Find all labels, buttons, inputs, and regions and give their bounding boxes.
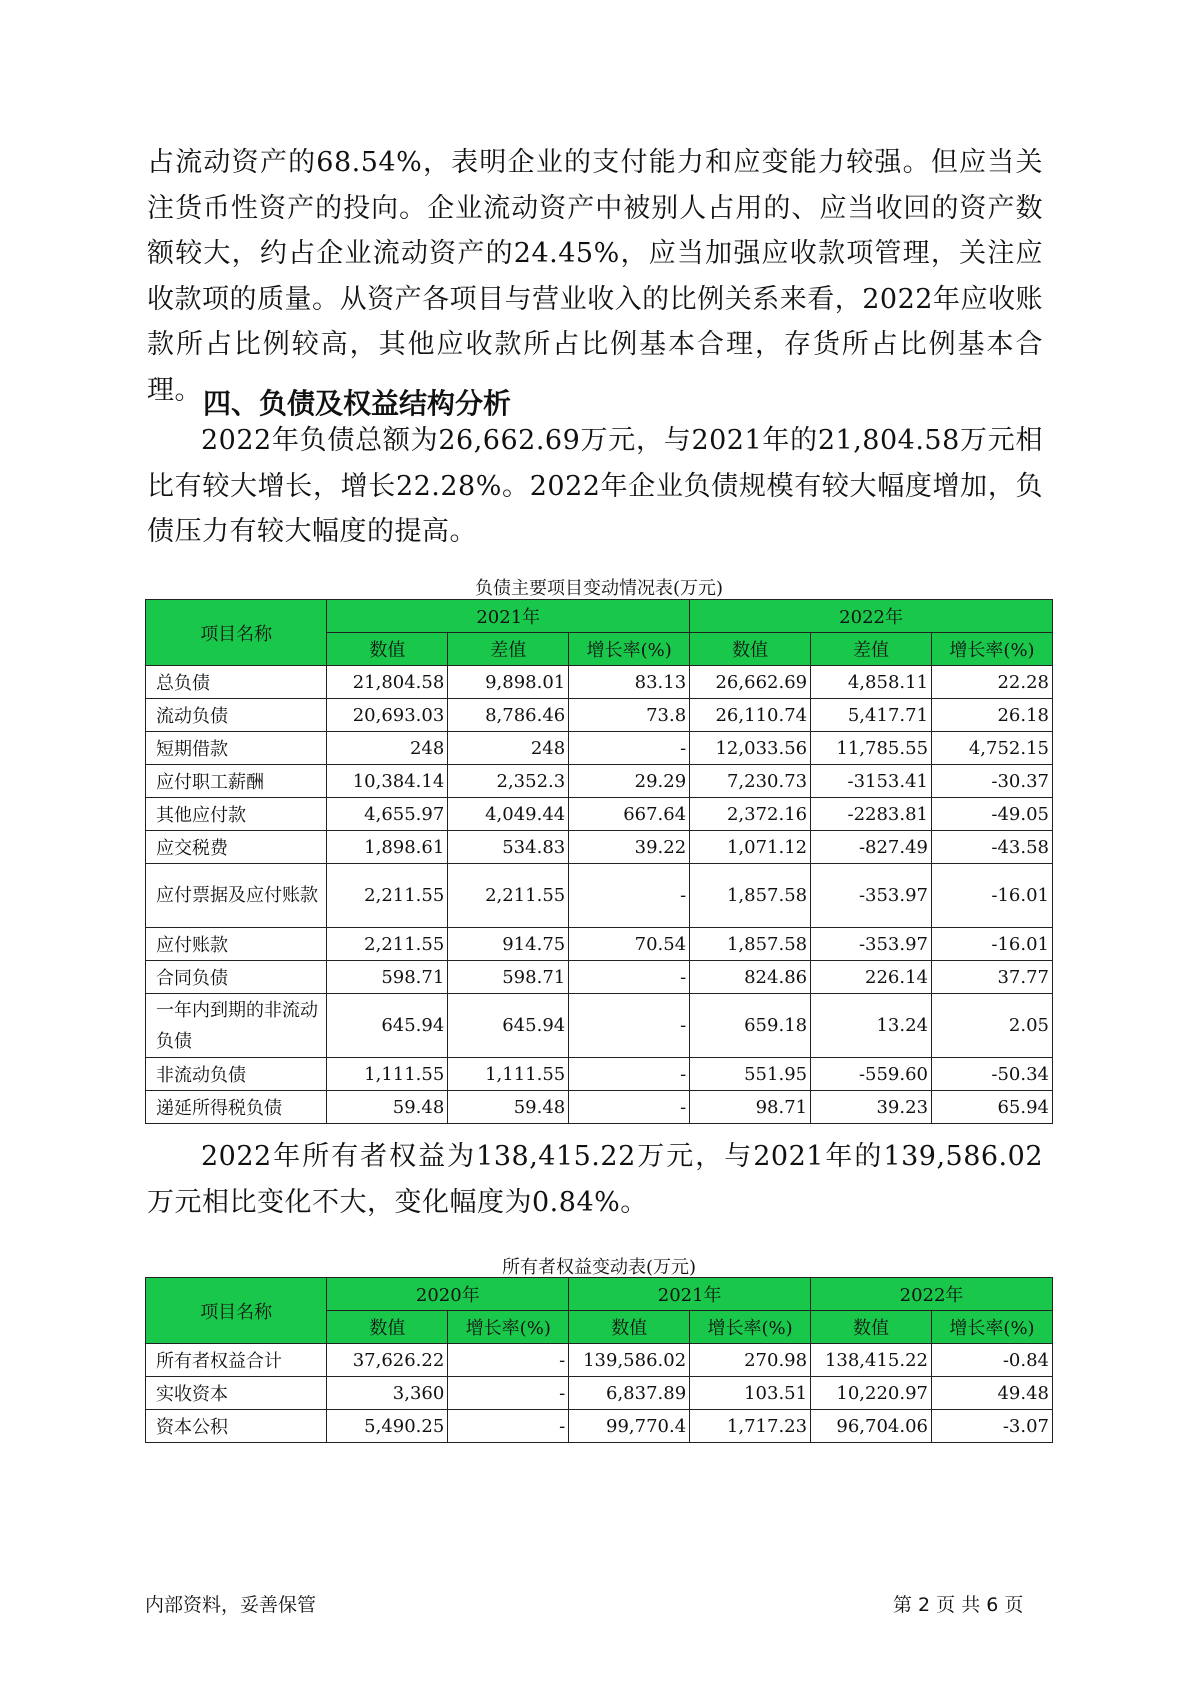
sub-header: 增长率(%)	[932, 633, 1053, 666]
value-cell: -	[569, 1091, 690, 1124]
value-cell: 73.8	[569, 699, 690, 732]
table-row	[146, 994, 1053, 1058]
value-cell: 49.48	[932, 1377, 1053, 1410]
value-cell: 39.23	[811, 1091, 932, 1124]
value-cell: 26,110.74	[690, 699, 811, 732]
value-cell: -	[448, 1377, 569, 1410]
row-label-cell: 总负债	[146, 666, 327, 699]
value-cell: 2,372.16	[690, 798, 811, 831]
row-label-cell: 应付票据及应付账款	[146, 864, 327, 928]
sub-header: 数值	[327, 633, 448, 666]
value-cell: 3,360	[327, 1377, 448, 1410]
value-cell: 5,417.71	[811, 699, 932, 732]
value-cell: 4,858.11	[811, 666, 932, 699]
table-row	[146, 928, 1053, 961]
value-cell: 9,898.01	[448, 666, 569, 699]
row-label-cell: 递延所得税负债	[146, 1091, 327, 1124]
row-label-cell: 流动负债	[146, 699, 327, 732]
value-cell: 21,804.58	[327, 666, 448, 699]
value-cell: 1,898.61	[327, 831, 448, 864]
year-header: 2021年	[327, 600, 690, 633]
value-cell: 2,352.3	[448, 765, 569, 798]
sub-header: 数值	[690, 633, 811, 666]
value-cell: 1,717.23	[690, 1410, 811, 1443]
value-cell: 39.22	[569, 831, 690, 864]
value-cell: 551.95	[690, 1058, 811, 1091]
section-heading: 四、负债及权益结构分析	[203, 387, 512, 420]
table-row	[146, 1091, 1053, 1124]
value-cell: 1,071.12	[690, 831, 811, 864]
row-label-cell: 应付账款	[146, 928, 327, 961]
value-cell: 645.94	[327, 994, 448, 1058]
value-cell: 1,111.55	[448, 1058, 569, 1091]
table2-caption: 所有者权益变动表(万元)	[501, 1257, 697, 1278]
value-cell: -	[448, 1344, 569, 1377]
value-cell: 645.94	[448, 994, 569, 1058]
row-label-cell: 所有者权益合计	[146, 1344, 327, 1377]
year-header: 2022年	[811, 1278, 1053, 1311]
value-cell: 96,704.06	[811, 1410, 932, 1443]
value-cell: -	[569, 1058, 690, 1091]
value-cell: 26,662.69	[690, 666, 811, 699]
row-label-cell: 短期借款	[146, 732, 327, 765]
sub-header: 数值	[327, 1311, 448, 1344]
footer-confidential-note: 内部资料，妥善保管	[145, 1594, 317, 1616]
value-cell: -30.37	[932, 765, 1053, 798]
equity-table-body	[146, 1344, 1053, 1443]
value-cell: 659.18	[690, 994, 811, 1058]
value-cell: 598.71	[327, 961, 448, 994]
value-cell: 598.71	[448, 961, 569, 994]
sub-header: 增长率(%)	[690, 1311, 811, 1344]
sub-header: 数值	[811, 1311, 932, 1344]
value-cell: 103.51	[690, 1377, 811, 1410]
value-cell: 824.86	[690, 961, 811, 994]
value-cell: 4,049.44	[448, 798, 569, 831]
row-label-cell: 非流动负债	[146, 1058, 327, 1091]
value-cell: -50.34	[932, 1058, 1053, 1091]
value-cell: -43.58	[932, 831, 1053, 864]
value-cell: 270.98	[690, 1344, 811, 1377]
value-cell: 20,693.03	[327, 699, 448, 732]
sub-header: 数值	[569, 1311, 690, 1344]
sub-header: 差值	[448, 633, 569, 666]
equity-table	[145, 1277, 1053, 1443]
footer-page-number: 第 2 页 共 6 页	[893, 1594, 1024, 1616]
value-cell: 12,033.56	[690, 732, 811, 765]
paragraph-assets-summary: 占流动资产的68.54%，表明企业的支付能力和应变能力较强。但应当关注货币性资产的投向。企业流动资产中被别人占用的、应当收回的资产数额较大，约占企业流动资产的24.45%，应当加强应收款项管理，关注应收款项的质量。从资产各项目与营业收入的比例关系来看，2022年应收账款所占比例较高，其他应收款所占比例基本合理，存货所占比例基本合理。	[147, 147, 1043, 406]
value-cell: 70.54	[569, 928, 690, 961]
value-cell: 4,655.97	[327, 798, 448, 831]
table-row	[146, 864, 1053, 928]
value-cell: 667.64	[569, 798, 690, 831]
value-cell: 37.77	[932, 961, 1053, 994]
value-cell: 10,384.14	[327, 765, 448, 798]
value-cell: 226.14	[811, 961, 932, 994]
value-cell: 1,857.58	[690, 864, 811, 928]
table-row	[146, 1410, 1053, 1443]
value-cell: -2283.81	[811, 798, 932, 831]
value-cell: 534.83	[448, 831, 569, 864]
value-cell: 13.24	[811, 994, 932, 1058]
value-cell: 26.18	[932, 699, 1053, 732]
row-label-cell: 应交税费	[146, 831, 327, 864]
paragraph-liabilities-summary: 2022年负债总额为26,662.69万元，与2021年的21,804.58万元相比有较大增长，增长22.28%。2022年企业负债规模有较大幅度增加，负债压力有较大幅度的提高。	[147, 425, 1043, 547]
table-row	[146, 1058, 1053, 1091]
value-cell: 29.29	[569, 765, 690, 798]
value-cell: 1,111.55	[327, 1058, 448, 1091]
table-row	[146, 765, 1053, 798]
value-cell: 6,837.89	[569, 1377, 690, 1410]
value-cell: -3153.41	[811, 765, 932, 798]
liabilities-table	[145, 599, 1053, 1124]
year-header: 2020年	[327, 1278, 569, 1311]
value-cell: 59.48	[327, 1091, 448, 1124]
value-cell: -827.49	[811, 831, 932, 864]
value-cell: 10,220.97	[811, 1377, 932, 1410]
value-cell: 5,490.25	[327, 1410, 448, 1443]
table-row	[146, 699, 1053, 732]
value-cell: 248	[448, 732, 569, 765]
table-row	[146, 666, 1053, 699]
sub-header: 增长率(%)	[569, 633, 690, 666]
value-cell: -353.97	[811, 864, 932, 928]
value-cell: -	[569, 994, 690, 1058]
value-cell: 65.94	[932, 1091, 1053, 1124]
value-cell: -	[569, 864, 690, 928]
row-label-cell: 应付职工薪酬	[146, 765, 327, 798]
value-cell: 2,211.55	[327, 864, 448, 928]
value-cell: 914.75	[448, 928, 569, 961]
year-header: 2022年	[690, 600, 1053, 633]
value-cell: -353.97	[811, 928, 932, 961]
value-cell: 11,785.55	[811, 732, 932, 765]
table-row	[146, 831, 1053, 864]
item-name-header: 项目名称	[146, 1278, 327, 1344]
value-cell: -	[569, 732, 690, 765]
value-cell: -	[448, 1410, 569, 1443]
value-cell: -16.01	[932, 928, 1053, 961]
value-cell: 8,786.46	[448, 699, 569, 732]
value-cell: 139,586.02	[569, 1344, 690, 1377]
table-row	[146, 961, 1053, 994]
value-cell: 37,626.22	[327, 1344, 448, 1377]
value-cell: -559.60	[811, 1058, 932, 1091]
value-cell: 83.13	[569, 666, 690, 699]
value-cell: 248	[327, 732, 448, 765]
value-cell: 4,752.15	[932, 732, 1053, 765]
sub-header: 差值	[811, 633, 932, 666]
sub-header: 增长率(%)	[448, 1311, 569, 1344]
table-row	[146, 732, 1053, 765]
item-name-header: 项目名称	[146, 600, 327, 666]
paragraph-equity-summary: 2022年所有者权益为138,415.22万元，与2021年的139,586.02万元相比变化不大，变化幅度为0.84%。	[147, 1141, 1043, 1218]
value-cell: -3.07	[932, 1410, 1053, 1443]
liabilities-table-body	[146, 666, 1053, 1124]
value-cell: -	[569, 961, 690, 994]
table-row	[146, 1344, 1053, 1377]
value-cell: 99,770.4	[569, 1410, 690, 1443]
value-cell: 2,211.55	[448, 864, 569, 928]
value-cell: -0.84	[932, 1344, 1053, 1377]
value-cell: 138,415.22	[811, 1344, 932, 1377]
row-label-cell: 资本公积	[146, 1410, 327, 1443]
table-row	[146, 798, 1053, 831]
year-header: 2021年	[569, 1278, 811, 1311]
value-cell: -16.01	[932, 864, 1053, 928]
row-label-cell: 实收资本	[146, 1377, 327, 1410]
sub-header: 增长率(%)	[932, 1311, 1053, 1344]
table1-caption: 负债主要项目变动情况表(万元)	[474, 578, 724, 599]
row-label-cell: 一年内到期的非流动负债	[146, 994, 327, 1058]
table-row	[146, 1377, 1053, 1410]
value-cell: 59.48	[448, 1091, 569, 1124]
row-label-cell: 合同负债	[146, 961, 327, 994]
value-cell: 1,857.58	[690, 928, 811, 961]
value-cell: 98.71	[690, 1091, 811, 1124]
value-cell: 2,211.55	[327, 928, 448, 961]
value-cell: -49.05	[932, 798, 1053, 831]
value-cell: 7,230.73	[690, 765, 811, 798]
value-cell: 22.28	[932, 666, 1053, 699]
row-label-cell: 其他应付款	[146, 798, 327, 831]
value-cell: 2.05	[932, 994, 1053, 1058]
